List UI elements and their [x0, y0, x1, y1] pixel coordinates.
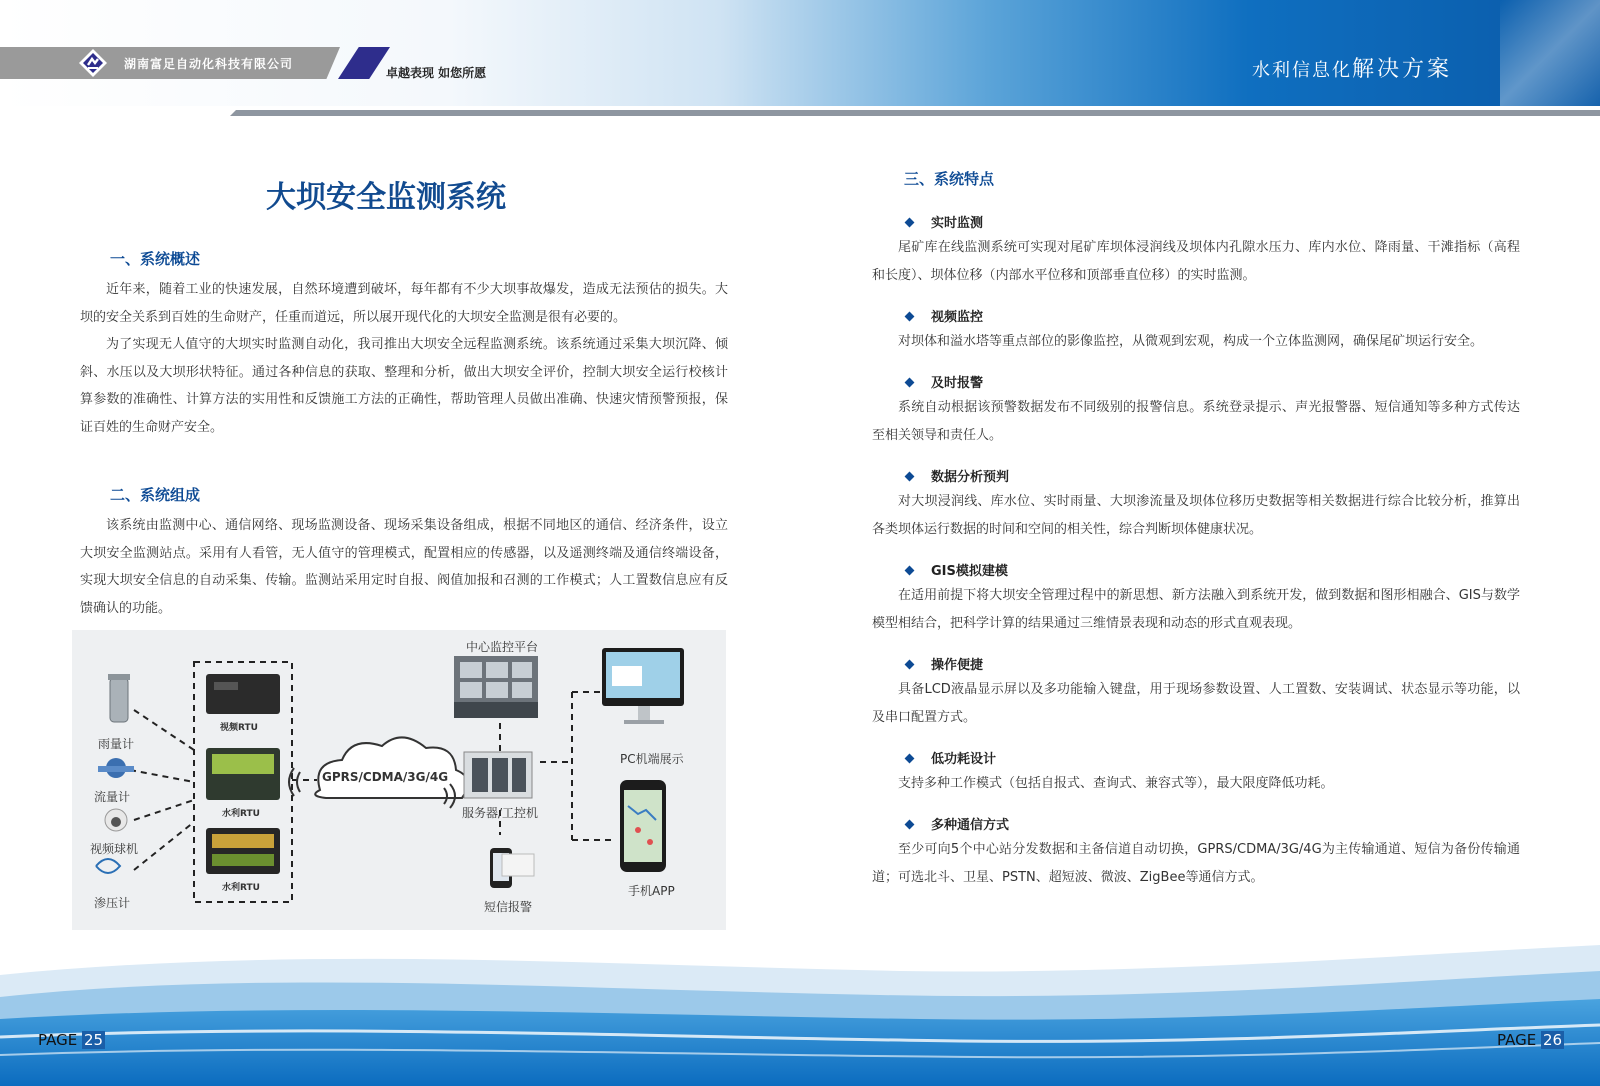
- solution-title: [1252, 52, 1452, 83]
- pc-label: PC机端展示: [620, 752, 684, 766]
- diamond-bullet-icon: [905, 660, 915, 670]
- composition-text: [80, 512, 728, 622]
- feature-heading: [906, 748, 996, 767]
- feature-text: [872, 836, 1520, 891]
- diamond-bullet-icon: [905, 754, 915, 764]
- rtu-label-water-1: 水利RTU: [222, 809, 260, 819]
- paragraph: 系统自动根据该预警数据发布不同级别的报警信息。系统登录提示、声光报警器、短信通知等多种方式传达至相关领导和责任人。: [872, 400, 1520, 443]
- header-rule: [230, 110, 1600, 116]
- rtu-label-water-2: 水利RTU: [222, 883, 260, 893]
- diamond-bullet-icon: [905, 472, 915, 482]
- section-heading-composition: 二、系统组成: [110, 486, 201, 504]
- diamond-bullet-icon: [905, 312, 915, 322]
- rtu-label-video: 视频RTU: [220, 723, 258, 733]
- feature-heading: [906, 814, 1009, 833]
- company-name: 湖南富足自动化科技有限公司: [124, 57, 294, 71]
- footer-waves: [0, 945, 1600, 1086]
- slogan: 卓越表现 如您所愿: [386, 66, 487, 80]
- feature-text: [872, 770, 1520, 798]
- feature-title: 实时监测: [931, 216, 984, 231]
- diamond-bullet-icon: [905, 378, 915, 388]
- diamond-bullet-icon: [905, 820, 915, 830]
- page-label: PAGE: [1497, 1031, 1537, 1049]
- server-label: 服务器/工控机: [462, 806, 539, 820]
- diamond-bullet-icon: [905, 566, 915, 576]
- feature-heading: [906, 466, 1009, 485]
- page-number-left: [38, 1031, 105, 1049]
- feature-title: 视频监控: [931, 310, 984, 325]
- feature-title: 低功耗设计: [931, 752, 997, 767]
- paragraph: 对大坝浸润线、库水位、实时雨量、大坝渗流量及坝体位移历史数据等相关数据进行综合比较分析，推算出各类坝体运行数据的时间和空间的相关性，综合判断坝体健康状况。: [872, 494, 1520, 537]
- feature-heading: [906, 212, 983, 231]
- paragraph: 该系统由监测中心、通信网络、现场监测设备、现场采集设备组成，根据不同地区的通信、经济条件，设立大坝安全监测站点。采用有人看管，无人值守的管理模式，配置相应的传感器，以及遥测终端及通信终端设备，实现大坝安全信息的自动采集、传输。监测站采用定时自报、阀值加报和召测的工作模式；人工置数信息应有反馈确认的功能。: [80, 518, 728, 616]
- feature-title: 数据分析预判: [931, 470, 1010, 485]
- paragraph: 对坝体和溢水塔等重点部位的影像监控，从微观到宏观，构成一个立体监测网，确保尾矿坝运行安全。: [898, 334, 1484, 349]
- solution-title-main: 解决方案: [1352, 57, 1453, 82]
- system-diagram: [72, 630, 726, 930]
- paragraph: 为了实现无人值守的大坝实时监测自动化，我司推出大坝安全远程监测系统。该系统通过采集大坝沉降、倾斜、水压以及大坝形状特征。通过各种信息的获取、整理和分析，做出大坝安全评价，控制大坝安全运行校核计算参数的准确性、计算方法的实用性和反馈施工方法的正确性，帮助管理人员做出准确、快速灾情预警预报，保证百姓的生命财产安全。: [80, 337, 728, 435]
- overview-text: [80, 276, 728, 441]
- section-heading-overview: 一、系统概述: [110, 250, 201, 268]
- feature-title: 及时报警: [931, 376, 984, 391]
- feature-heading: [906, 560, 1008, 579]
- page-number-value: 25: [83, 1031, 104, 1049]
- diamond-bullet-icon: [905, 218, 915, 228]
- paragraph: 在适用前提下将大坝安全管理过程中的新思想、新方法融入到系统开发，做到数据和图形相融合、GIS与数学模型相结合，把科学计算的结果通过三维情景表现和动态的形式直观表现。: [872, 588, 1520, 631]
- feature-heading: [906, 306, 983, 325]
- company-logo-icon: [78, 48, 108, 78]
- page-number-right: [1497, 1031, 1564, 1049]
- feature-title: 多种通信方式: [931, 818, 1010, 833]
- section-heading-features: 三、系统特点: [904, 170, 995, 188]
- sensor-label-flowmeter: 流量计: [94, 790, 131, 804]
- app-label: 手机APP: [628, 884, 675, 898]
- network-label: GPRS/CDMA/3G/4G: [322, 770, 449, 784]
- feature-text: [872, 582, 1520, 637]
- page-title: 大坝安全监测系统: [266, 180, 506, 215]
- paragraph: 具备LCD液晶显示屏以及多功能输入键盘，用于现场参数设置、人工置数、安装调试、状态显示等功能，以及串口配置方式。: [872, 682, 1520, 725]
- feature-heading: [906, 372, 983, 391]
- feature-text: [872, 488, 1520, 543]
- sensor-label-piezometer: 渗压计: [94, 896, 131, 910]
- feature-text: [872, 676, 1520, 731]
- feature-title: GIS模拟建模: [931, 564, 1008, 579]
- feature-heading: [906, 654, 983, 673]
- sms-label: 短信报警: [484, 900, 533, 914]
- paragraph: 至少可向5个中心站分发数据和主备信道自动切换，GPRS/CDMA/3G/4G为主传输通道、短信为备份传输通道；可选北斗、卫星、PSTN、超短波、微波、ZigBee等通信方式。: [872, 842, 1520, 885]
- sensor-label-rain-gauge: 雨量计: [98, 737, 135, 751]
- feature-text: [872, 328, 1520, 356]
- sensor-label-video-dome: 视频球机: [90, 842, 139, 856]
- paragraph: 近年来，随着工业的快速发展，自然环境遭到破坏，每年都有不少大坝事故爆发，造成无法预估的损失。大坝的安全关系到百姓的生命财产，任重而道远，所以展开现代化的大坝安全监测是很有必要的。: [80, 282, 728, 325]
- feature-text: [872, 234, 1520, 289]
- feature-text: [872, 394, 1520, 449]
- paragraph: 支持多种工作模式（包括自报式、查询式、兼容式等），最大限度降低功耗。: [898, 776, 1334, 791]
- paragraph: 尾矿库在线监测系统可实现对尾矿库坝体浸润线及坝体内孔隙水压力、库内水位、降雨量、干滩指标（高程和长度）、坝体位移（内部水平位移和顶部垂直位移）的实时监测。: [872, 240, 1520, 283]
- center-label: 中心监控平台: [466, 640, 539, 654]
- page-number-value: 26: [1542, 1031, 1563, 1049]
- feature-title: 操作便捷: [931, 658, 984, 673]
- solution-title-prefix: 水利信息化: [1252, 60, 1352, 81]
- header-decoration: [1500, 0, 1600, 106]
- page-label: PAGE: [38, 1031, 78, 1049]
